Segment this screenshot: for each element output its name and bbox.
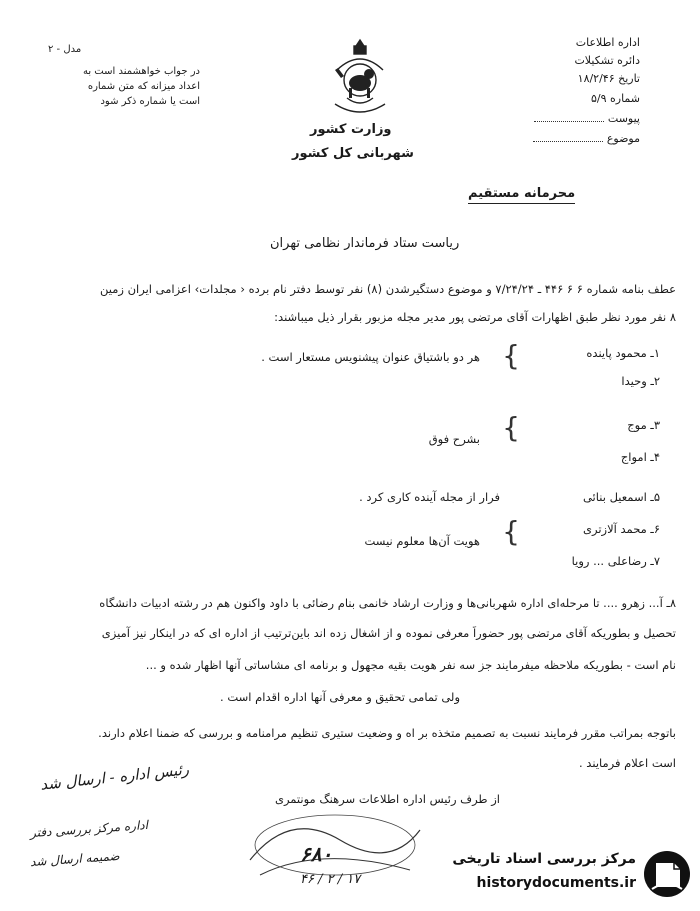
paragraph-8-line: نام است - بطوریکه ملاحظه میفرمایند جز سه نفر هویت بقیه مجهول و برنامه ای مشاساتی آنها اظهار شده و ... [145,658,676,672]
list-item: ۲ـ وحیدا [621,374,660,388]
group-bracket: } [502,339,520,372]
group-b-note: بشرح فوق [428,432,480,446]
list-item: ۶ـ محمد آلازتری [583,522,660,536]
handwritten-margin-note: ضمیمه ارسال شد [29,848,121,870]
list-item: ۵ـ اسمعیل بنائی [582,490,660,504]
intro-line-2: ۸ نفر مورد نظر طبق اظهارات آقای مرتضی پور مدیر مجله مزبور بقرار ذیل میباشند: [274,310,676,324]
list-item: ۴ـ امواج [620,450,660,464]
watermark-title: مرکز بررسی اسناد تاریخی [452,851,636,867]
addressee: ریاست ستاد فرماندار نظامی تهران [270,236,460,251]
group-bracket: } [502,411,520,444]
list-item: ۳ـ موج [627,418,660,432]
stamp-number: ۶۸۰ [300,842,333,866]
handwritten-signature: رئیس اداره - ارسال شد [39,760,190,794]
watermark-url: historydocuments.ir [476,875,636,891]
date-field: تاریخ ۱۸/۲/۴۶ [577,72,640,85]
reply-instructions: در جواب خواهشمند است به اعداد میزانه که متن شماره است یا شماره ذکر شود [82,66,200,107]
paragraph-8-line: تحصیل و بطوریکه آقای مرتضی پور حضور‌اً معرفی نموده و از اشغال زده اند باین‌ترتیب از اداره ای که در اینکار نیز آمیزی [101,626,676,640]
archive-watermark [444,845,694,905]
paragraph-8-line: ۸ـ آ... زهرو .... تا مرحله‌ای اداره شهربانی‌ها و وزارت ارشاد خانمی بنام رضائی با داود واکنون هم در رشته ادبیات دانشگاه [99,596,676,610]
archive-logo-icon [642,849,692,899]
list-item: ۱ـ محمود پاینده [586,346,660,360]
group-a-note: هر دو باشتیاق عنوان پیشنویس مستعار است . [261,350,480,364]
handwritten-margin-note: اداره مرکز بررسی دفتر [29,817,149,841]
classification-label: محرمانه مستقیم [468,186,575,204]
closing-line: باتوجه بمراتب مقرر فرمایند نسبت به تصمیم متخذه بر اه و وضعیت ستیری تنظیم مرامنامه و بررسی که ضمنا اعلام دارند. [98,726,676,740]
list-item: ۷ـ رضاعلی ... رویا [571,554,660,568]
ministry-title: وزارت کشور [310,122,392,137]
group-d-note: هویت آن‌ها معلوم نیست [364,534,480,548]
department-title: شهربانی کل کشور [292,146,414,161]
group-c-note: فرار از مجله آینده کاری کرد . [359,490,500,504]
subject-field: موضوع [533,132,640,145]
attachment-field: پیوست [534,112,640,125]
intro-line-1: عطف بنامه شماره ۶ ۶ ۴۴۶ ـ ۷/۲۴/۲۴ و موضوع دستگیرشدن (۸) نفر توسط دفتر نام برده ‹ مجلدات› اعزامی ایران زمین [100,282,676,296]
paragraph-8-line: ولی تمامی تحقیق و معرفی آنها اداره اقدام است . [220,690,460,704]
closing-line: است اعلام فرمایند . [579,756,676,770]
group-bracket: } [502,515,520,548]
department-field: اداره اطلاعات [575,36,640,49]
form-code: مدل - ۲ [48,44,82,55]
stamp-date: ۱۷ / ۲ / ۴۶ [300,872,361,887]
office-field: دائره تشکیلات [574,54,640,67]
sender-line: از طرف رئیس اداره اطلاعات سرهنگ مونتمری [274,792,500,806]
lion-and-sun-emblem [325,38,395,118]
number-field: شماره ۵/۹ [590,92,640,105]
